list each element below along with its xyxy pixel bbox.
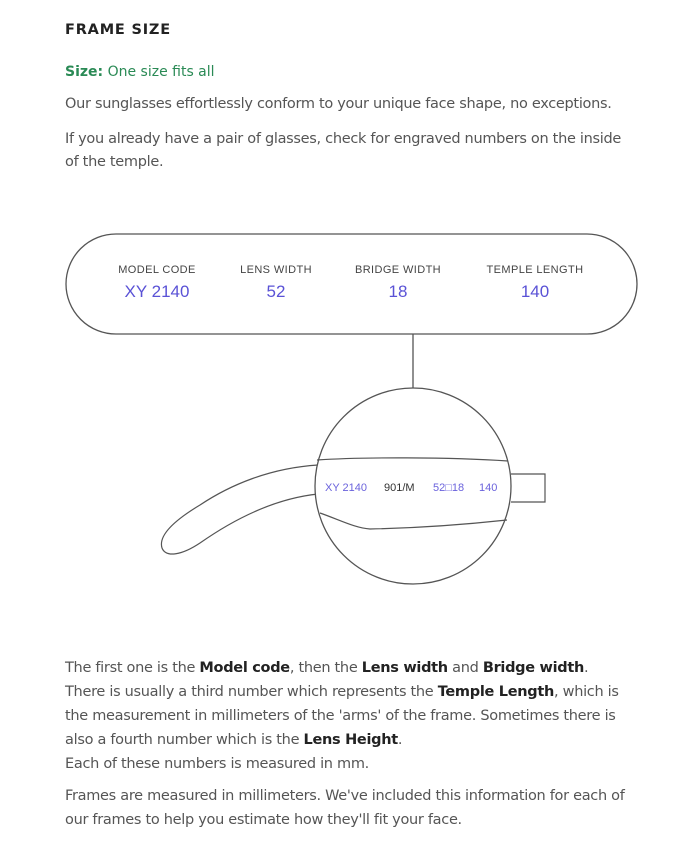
text: There is usually a third number which represents the [65, 684, 438, 700]
text: . [397, 732, 403, 748]
engrave-size: 52□18 [433, 482, 465, 494]
pill-col-bridge [342, 264, 454, 302]
pill-value: 140 [520, 282, 550, 301]
text: , which is the measurement in millimeters of the 'arms' of the frame. Sometimes there is also a fourth number which is the [65, 684, 619, 748]
bold-bridge-width: Bridge width [482, 660, 585, 676]
frame-size-title: FRAME SIZE [65, 22, 171, 38]
pill-value: 52 [266, 282, 286, 301]
engrave-temple: 140 [479, 482, 498, 494]
bold-temple-length: Temple Length [437, 684, 555, 700]
engrave-color-code: 901/M [384, 482, 415, 494]
intro-text: Our sunglasses effortlessly conform to your unique face shape, no exceptions. [65, 96, 612, 112]
hinge-stub [511, 474, 545, 502]
pill-label: TEMPLE LENGTH [486, 264, 584, 276]
pill-label: BRIDGE WIDTH [354, 264, 442, 276]
temple-arm-icon [161, 465, 318, 554]
size-label: Size: [65, 64, 104, 80]
pill-label: LENS WIDTH [240, 264, 312, 276]
text: . [584, 660, 589, 676]
pill-value: XY 2140 [124, 282, 190, 301]
footer-text: Frames are measured in millimeters. We've included this information for each of our frames to help you estimate how they'll fit your face. [65, 788, 625, 828]
text: Each of these numbers is measured in mm. [65, 756, 369, 772]
pill-col-temple [474, 264, 596, 302]
text: and [447, 660, 483, 676]
engrave-model: XY 2140 [325, 482, 368, 494]
pill-label: MODEL CODE [118, 264, 196, 276]
size-value: One size fits all [107, 64, 215, 80]
pill-value: 18 [388, 282, 408, 301]
text: The first one is the [65, 660, 200, 676]
text: , then the [289, 660, 362, 676]
bold-model-code: Model code [199, 660, 290, 676]
bold-lens-width: Lens width [361, 660, 448, 676]
bold-lens-height: Lens Height [303, 732, 398, 748]
pill-col-lens [226, 264, 326, 302]
explanation-text [65, 656, 645, 776]
instruction-text: If you already have a pair of glasses, check for engraved numbers on the inside of the temple. [65, 131, 622, 170]
pill-col-model [106, 264, 208, 302]
